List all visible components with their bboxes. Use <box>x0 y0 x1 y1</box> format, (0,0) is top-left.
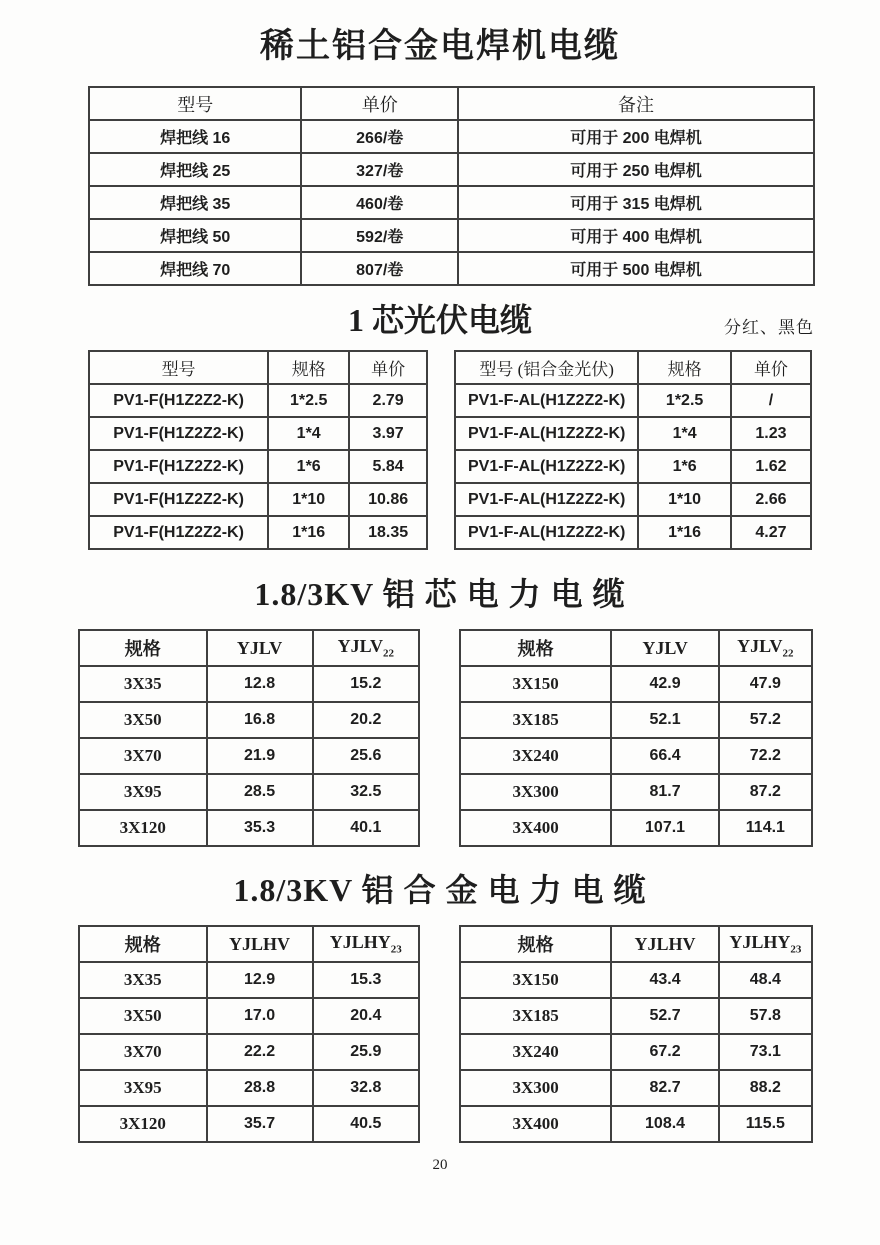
header-subscript: 23 <box>790 943 802 956</box>
table-cell: 57.8 <box>719 998 812 1034</box>
table-cell: 67.2 <box>611 1034 718 1070</box>
header-cell-model: 型号 <box>89 351 268 384</box>
table-cell: 115.5 <box>719 1106 812 1142</box>
header-base: YJLV <box>337 636 383 657</box>
table-cell: 3X300 <box>460 1070 611 1106</box>
table-cell: 48.4 <box>719 962 812 998</box>
header-cell-spec: 规格 <box>79 926 207 962</box>
header-cell-remark: 备注 <box>458 87 814 120</box>
table-row <box>455 483 811 516</box>
header-cell-yjlv: YJLV <box>207 630 313 666</box>
welding-cable-table <box>88 86 815 286</box>
table-cell: 可用于 400 电焊机 <box>458 219 814 252</box>
section3-title: 1.8/3KV 铝 芯 电 力 电 缆 <box>254 576 626 612</box>
table-cell: PV1-F-AL(H1Z2Z2-K) <box>455 450 638 483</box>
header-cell-unit-price: 单价 <box>349 351 427 384</box>
al-alloy-table-right <box>459 925 813 1143</box>
table-row <box>79 666 419 702</box>
table-row <box>460 1034 812 1070</box>
table-row <box>455 450 811 483</box>
section2-title: 1 芯光伏电缆 <box>347 302 532 338</box>
table-cell: 1*10 <box>268 483 349 516</box>
table-cell: 35.3 <box>207 810 313 846</box>
table-header-row <box>455 351 811 384</box>
table-row <box>460 702 812 738</box>
table-row <box>455 417 811 450</box>
table-cell: 460/卷 <box>301 186 458 219</box>
table-cell: 3X70 <box>79 738 207 774</box>
al-core-tables <box>78 629 880 847</box>
table-cell: 3X240 <box>460 1034 611 1070</box>
table-row <box>455 516 811 549</box>
table-cell: 81.7 <box>611 774 718 810</box>
section2-color-note: 分红、黑色 <box>724 318 814 337</box>
table-cell: 35.7 <box>207 1106 313 1142</box>
table-cell: PV1-F-AL(H1Z2Z2-K) <box>455 516 638 549</box>
table-cell: 21.9 <box>207 738 313 774</box>
table-cell: 47.9 <box>719 666 812 702</box>
section2-header <box>0 298 880 342</box>
table-row <box>89 153 814 186</box>
table-cell: 3X185 <box>460 702 611 738</box>
table-header-row <box>89 351 427 384</box>
table-row <box>89 516 427 549</box>
table-cell: 4.27 <box>731 516 811 549</box>
table-cell: PV1-F(H1Z2Z2-K) <box>89 483 268 516</box>
table-cell: 28.5 <box>207 774 313 810</box>
table-cell: 25.6 <box>313 738 419 774</box>
table-cell: 16.8 <box>207 702 313 738</box>
table-cell: 1*16 <box>638 516 731 549</box>
table-cell: 10.86 <box>349 483 427 516</box>
table-cell: PV1-F(H1Z2Z2-K) <box>89 516 268 549</box>
al-alloy-tables <box>78 925 880 1143</box>
table-cell: 1*6 <box>268 450 349 483</box>
table-cell: 1*4 <box>638 417 731 450</box>
table-cell: 107.1 <box>611 810 718 846</box>
table-row <box>79 1106 419 1142</box>
table-row <box>89 384 427 417</box>
header-cell-unit-price: 单价 <box>301 87 458 120</box>
table-row <box>79 962 419 998</box>
header-cell-yjlhy23 <box>313 926 419 962</box>
table-cell: 焊把线 50 <box>89 219 301 252</box>
header-cell-model: 型号 <box>89 87 301 120</box>
table-cell: 3X150 <box>460 666 611 702</box>
table-cell: PV1-F-AL(H1Z2Z2-K) <box>455 384 638 417</box>
al-core-table-right <box>459 629 813 847</box>
table-row <box>89 483 427 516</box>
table-cell: 3X95 <box>79 774 207 810</box>
al-alloy-table-left <box>78 925 420 1143</box>
header-cell-yjlv22 <box>313 630 419 666</box>
pv-tables <box>88 350 880 550</box>
table-cell: 17.0 <box>207 998 313 1034</box>
table-cell: 22.2 <box>207 1034 313 1070</box>
header-cell-spec: 规格 <box>460 926 611 962</box>
table-cell: 焊把线 25 <box>89 153 301 186</box>
table-row <box>460 962 812 998</box>
page-number: 20 <box>432 1157 448 1173</box>
table-cell: 3X35 <box>79 666 207 702</box>
section1-title: 稀土铝合金电焊机电缆 <box>260 28 620 65</box>
table-cell: 可用于 200 电焊机 <box>458 120 814 153</box>
table-cell: 87.2 <box>719 774 812 810</box>
table-cell: 266/卷 <box>301 120 458 153</box>
table-row <box>89 417 427 450</box>
table-row <box>79 774 419 810</box>
header-base: YJLHY <box>329 932 391 953</box>
table-row <box>460 1106 812 1142</box>
table-cell: 3X120 <box>79 1106 207 1142</box>
table-cell: 1*4 <box>268 417 349 450</box>
table-cell: 42.9 <box>611 666 718 702</box>
table-cell: 3X240 <box>460 738 611 774</box>
table-cell: 52.1 <box>611 702 718 738</box>
section4-title: 1.8/3KV 铝 合 金 电 力 电 缆 <box>233 872 647 908</box>
header-cell-spec: 规格 <box>460 630 611 666</box>
header-cell-yjlhv: YJLHV <box>207 926 313 962</box>
table-cell: 焊把线 70 <box>89 252 301 285</box>
table-cell: 12.9 <box>207 962 313 998</box>
table-cell: 3.97 <box>349 417 427 450</box>
pv-copper-table <box>88 350 428 550</box>
table-cell: 32.8 <box>313 1070 419 1106</box>
table-cell: 20.2 <box>313 702 419 738</box>
table-row <box>460 774 812 810</box>
table-cell: 焊把线 35 <box>89 186 301 219</box>
header-cell-yjlhy23 <box>719 926 812 962</box>
header-cell-spec: 规格 <box>79 630 207 666</box>
table-cell: PV1-F-AL(H1Z2Z2-K) <box>455 417 638 450</box>
table-cell: 1*2.5 <box>638 384 731 417</box>
table-cell: 3X400 <box>460 1106 611 1142</box>
table-cell: 3X50 <box>79 998 207 1034</box>
table-row <box>460 666 812 702</box>
table-header-row <box>460 926 812 962</box>
header-cell-spec: 规格 <box>268 351 349 384</box>
table-cell: 3X120 <box>79 810 207 846</box>
table-cell: 3X70 <box>79 1034 207 1070</box>
table-row <box>460 998 812 1034</box>
table-cell: 1*6 <box>638 450 731 483</box>
table-row <box>79 702 419 738</box>
table-row <box>89 120 814 153</box>
table-header-row <box>79 630 419 666</box>
pv-aluminum-table <box>454 350 812 550</box>
table-row <box>455 384 811 417</box>
table-cell: 1.23 <box>731 417 811 450</box>
header-cell-model-al: 型号 (铝合金光伏) <box>455 351 638 384</box>
table-cell: 66.4 <box>611 738 718 774</box>
table-cell: 3X400 <box>460 810 611 846</box>
table-cell: / <box>731 384 811 417</box>
table-row <box>89 252 814 285</box>
table-header-row <box>89 87 814 120</box>
table-cell: 3X300 <box>460 774 611 810</box>
table-cell: 807/卷 <box>301 252 458 285</box>
table-cell: 可用于 250 电焊机 <box>458 153 814 186</box>
table-cell: 12.8 <box>207 666 313 702</box>
table-cell: 2.66 <box>731 483 811 516</box>
table-cell: 108.4 <box>611 1106 718 1142</box>
table-row <box>79 998 419 1034</box>
table-cell: 327/卷 <box>301 153 458 186</box>
table-cell: 40.1 <box>313 810 419 846</box>
table-cell: 焊把线 16 <box>89 120 301 153</box>
table-row <box>460 1070 812 1106</box>
table-cell: 52.7 <box>611 998 718 1034</box>
table-cell: 2.79 <box>349 384 427 417</box>
table-cell: 73.1 <box>719 1034 812 1070</box>
header-subscript: 23 <box>390 943 402 956</box>
table-cell: 82.7 <box>611 1070 718 1106</box>
table-row <box>79 1034 419 1070</box>
table-cell: 114.1 <box>719 810 812 846</box>
table-row <box>79 1070 419 1106</box>
table-cell: PV1-F(H1Z2Z2-K) <box>89 417 268 450</box>
table-cell: 18.35 <box>349 516 427 549</box>
table-cell: 可用于 500 电焊机 <box>458 252 814 285</box>
table-cell: 20.4 <box>313 998 419 1034</box>
table-cell: 15.2 <box>313 666 419 702</box>
table-cell: 40.5 <box>313 1106 419 1142</box>
table-cell: 3X95 <box>79 1070 207 1106</box>
table-row <box>89 219 814 252</box>
table-cell: 可用于 315 电焊机 <box>458 186 814 219</box>
header-subscript: 22 <box>382 647 394 660</box>
header-cell-yjlv: YJLV <box>611 630 718 666</box>
table-row <box>79 738 419 774</box>
table-cell: PV1-F(H1Z2Z2-K) <box>89 384 268 417</box>
header-base: YJLHY <box>729 932 791 953</box>
table-cell: 1*2.5 <box>268 384 349 417</box>
table-cell: 3X185 <box>460 998 611 1034</box>
table-cell: 1.62 <box>731 450 811 483</box>
table-cell: 72.2 <box>719 738 812 774</box>
table-header-row <box>79 926 419 962</box>
table-cell: 1*10 <box>638 483 731 516</box>
table-cell: PV1-F-AL(H1Z2Z2-K) <box>455 483 638 516</box>
table-cell: 25.9 <box>313 1034 419 1070</box>
table-row <box>89 186 814 219</box>
table-row <box>460 738 812 774</box>
table-row <box>79 810 419 846</box>
table-cell: 15.3 <box>313 962 419 998</box>
table-row <box>89 450 427 483</box>
table-cell: 28.8 <box>207 1070 313 1106</box>
header-cell-unit-price: 单价 <box>731 351 811 384</box>
header-cell-yjlhv: YJLHV <box>611 926 718 962</box>
table-cell: 3X35 <box>79 962 207 998</box>
table-cell: 43.4 <box>611 962 718 998</box>
header-subscript: 22 <box>782 647 794 660</box>
table-cell: 1*16 <box>268 516 349 549</box>
header-base: YJLV <box>737 636 783 657</box>
table-cell: 3X50 <box>79 702 207 738</box>
table-cell: 3X150 <box>460 962 611 998</box>
table-cell: 88.2 <box>719 1070 812 1106</box>
table-header-row <box>460 630 812 666</box>
al-core-table-left <box>78 629 420 847</box>
table-cell: PV1-F(H1Z2Z2-K) <box>89 450 268 483</box>
table-cell: 57.2 <box>719 702 812 738</box>
table-cell: 32.5 <box>313 774 419 810</box>
table-cell: 5.84 <box>349 450 427 483</box>
table-cell: 592/卷 <box>301 219 458 252</box>
header-cell-spec: 规格 <box>638 351 731 384</box>
header-cell-yjlv22 <box>719 630 812 666</box>
table-row <box>460 810 812 846</box>
